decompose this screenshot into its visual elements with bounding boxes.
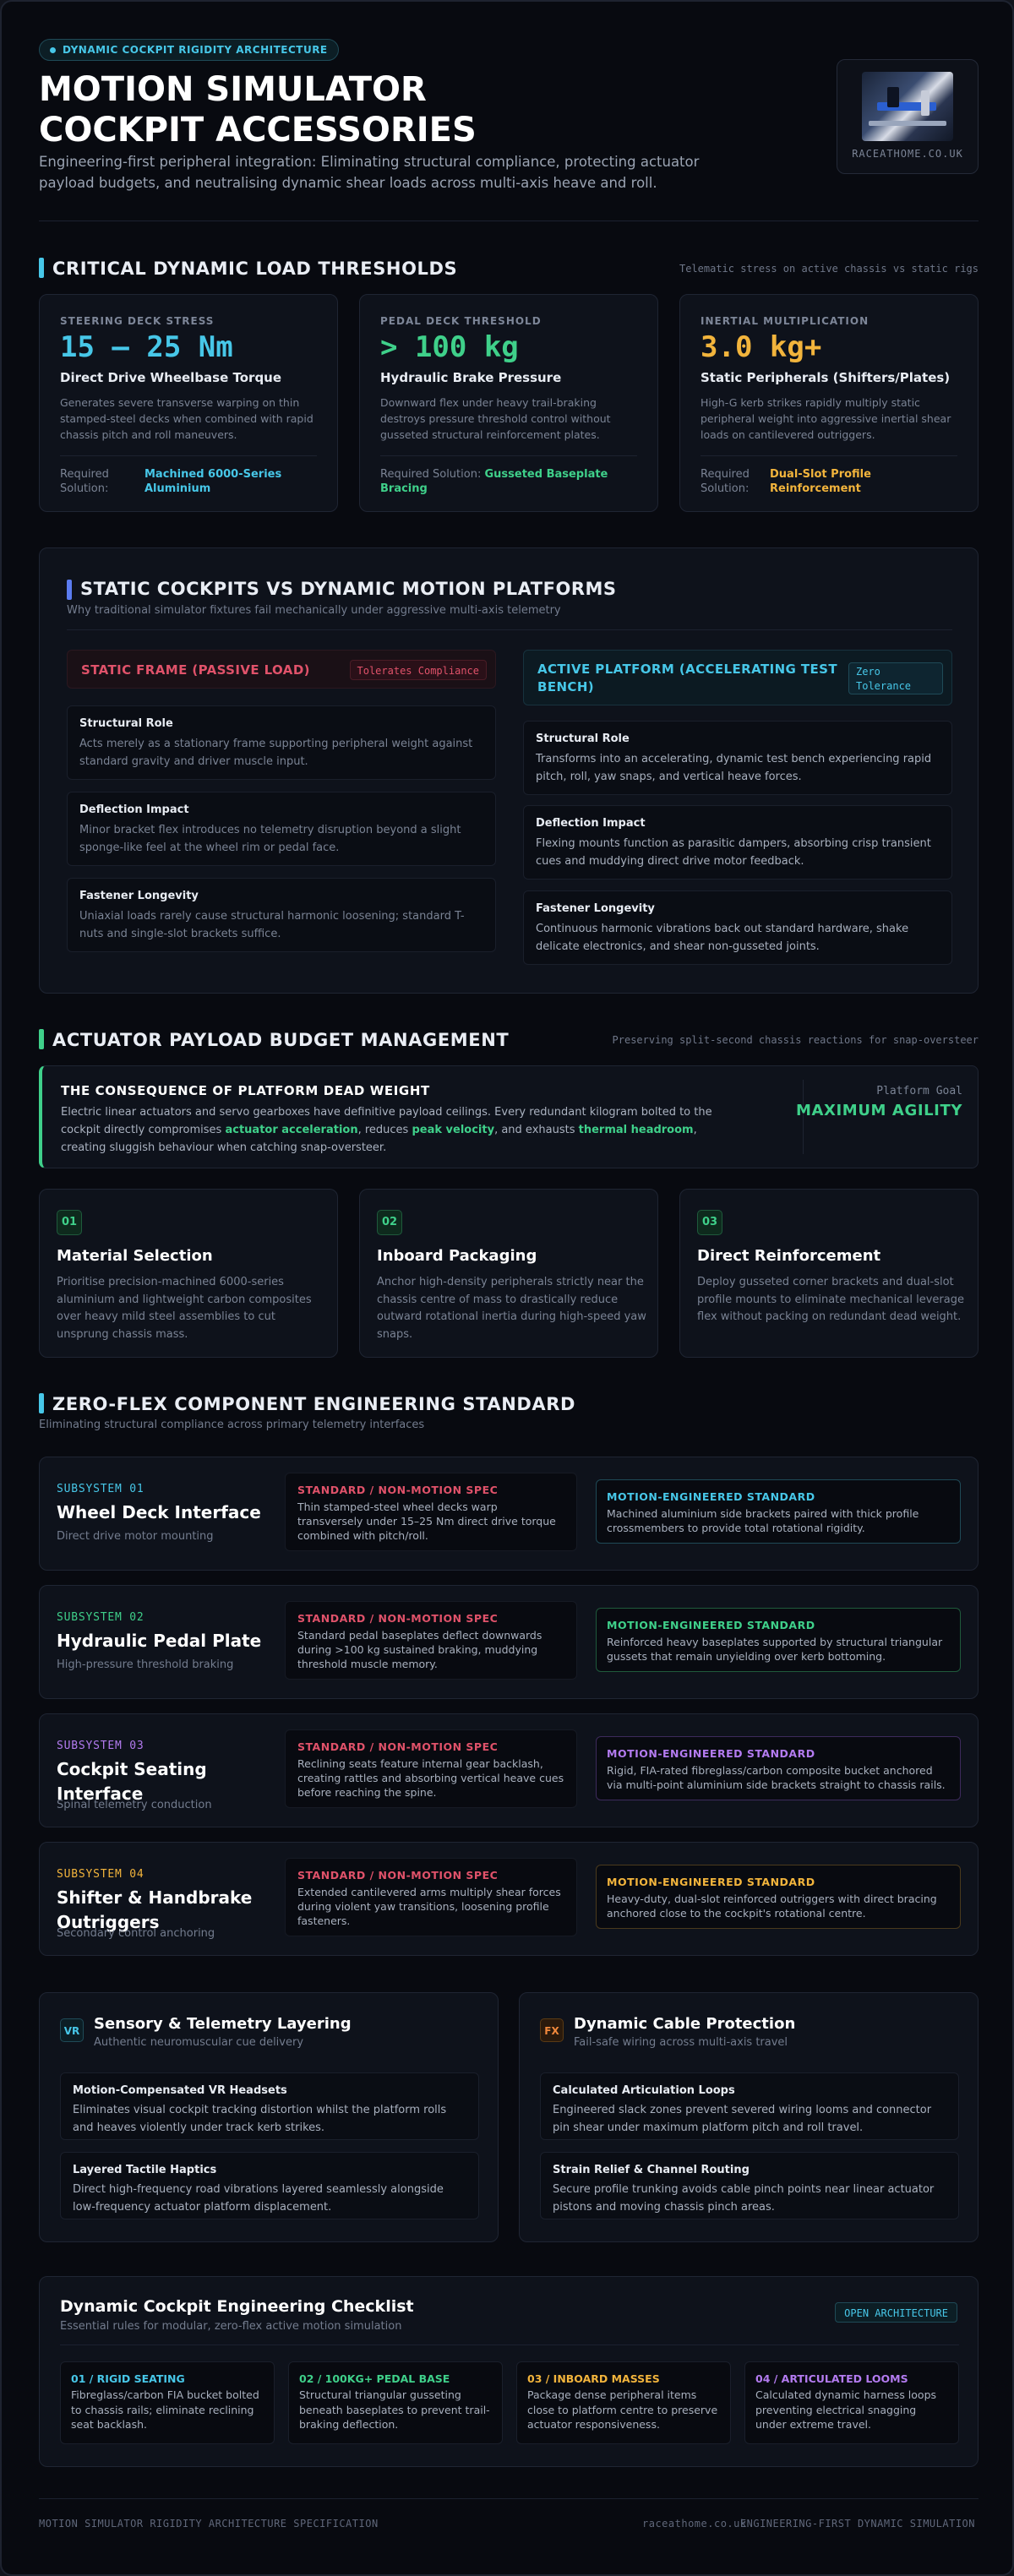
- comparison-subtitle: Why traditional simulator fixtures fail mechanically under aggressive multi-axis telemetry: [67, 604, 561, 617]
- item-desc: Transforms into an accelerating, dynamic test bench experiencing rapid pitch, roll, yaw snaps, and vertical heave forces.: [536, 753, 932, 783]
- thresholds-heading: [39, 255, 979, 280]
- cable-item: Strain Relief & Channel Routing Secure profile trunking avoids cable pinch points near linear actuator pistons and moving chassis pinch areas.: [540, 2152, 959, 2219]
- item-desc: Continuous harmonic vibrations back out standard hardware, shake delicate electronics, and shear non-gusseted joints.: [536, 923, 909, 953]
- step-number: 03: [697, 1210, 722, 1235]
- standard-spec: STANDARD / NON-MOTION SPEC Standard pedal baseplates deflect downwards during >100 kg sustained braking, muddying threshold muscle memory.: [285, 1601, 577, 1680]
- required-label: Required Solution:: [60, 468, 109, 495]
- checklist-subtitle: Essential rules for modular, zero-flex active motion simulation: [60, 2320, 402, 2333]
- payload-card: [679, 1189, 979, 1358]
- architecture-badge: [39, 39, 339, 61]
- step-desc: Prioritise precision-machined 6000-series aluminium and lightweight carbon composites over heavy mild steel assemblies to cut unsprung chassis mass.: [57, 1276, 312, 1341]
- motion-engineered-spec: MOTION-ENGINEERED STANDARD Reinforced heavy baseplates supported by structural triangular gussets that remain unyielding over kerb bottoming.: [596, 1608, 961, 1672]
- subsystem-kicker: SUBSYSTEM 04: [57, 1868, 144, 1881]
- static-frame-title: STATIC FRAME (PASSIVE LOAD): [81, 662, 310, 678]
- sensory-panel: [39, 1992, 499, 2242]
- step-number: 02: [377, 1210, 402, 1235]
- threshold-card-pedal: [359, 294, 658, 512]
- item-heading: Structural Role: [536, 732, 630, 745]
- fx-icon: FX: [540, 2018, 564, 2042]
- thresholds-note: Telematic stress on active chassis vs static rigs: [679, 263, 979, 275]
- static-item: [67, 792, 496, 866]
- checklist-item: 01 / RIGID SEATING Fibreglass/carbon FIA bucket bolted to chassis rails; eliminate reclining seat backlash.: [60, 2361, 275, 2444]
- step-title: Direct Reinforcement: [697, 1247, 881, 1265]
- footer-tagline: ENGINEERING-FIRST DYNAMIC SIMULATION: [739, 2518, 975, 2530]
- required-label: Required Solution:: [701, 468, 750, 495]
- sensory-title: Sensory & Telemetry Layering: [94, 2015, 352, 2033]
- threshold-name: Direct Drive Wheelbase Torque: [60, 370, 282, 385]
- item-desc: Flexing mounts function as parasitic dampers, absorbing crisp transient cues and muddying direct drive motor feedback.: [536, 837, 931, 868]
- cockpit-photo-icon: [862, 72, 953, 141]
- motion-engineered-spec: MOTION-ENGINEERED STANDARD Machined aluminium side brackets paired with thick profile crossmembers to provide total rotational rigidity.: [596, 1479, 961, 1544]
- standard-spec: STANDARD / NON-MOTION SPEC Thin stamped-steel wheel decks warp transversely under 15–25 Nm direct drive torque combined with pitch/roll.: [285, 1473, 577, 1551]
- required-label: Required Solution: Gusseted Baseplate Bracing: [380, 468, 608, 495]
- threshold-name: Static Peripherals (Shifters/Plates): [701, 370, 951, 385]
- comparison-title: STATIC COCKPITS VS DYNAMIC MOTION PLATFORMS: [80, 579, 617, 599]
- sensory-subtitle: Authentic neuromuscular cue delivery: [94, 2036, 304, 2049]
- subsystem-desc: Spinal telemetry conduction: [57, 1799, 212, 1811]
- sensory-item: Layered Tactile Haptics Direct high-frequency road vibrations layered seamlessly alongside low-frequency actuator platform displacement.: [60, 2152, 479, 2219]
- subsystem-desc: Direct drive motor mounting: [57, 1530, 214, 1543]
- threshold-desc: High-G kerb strikes rapidly multiply static peripheral weight into aggressive inertial shear loads on cantilevered outriggers.: [701, 396, 951, 441]
- payload-card: [39, 1189, 338, 1358]
- brand-card[interactable]: [837, 59, 979, 174]
- required-solution: Gusseted Baseplate Bracing: [380, 468, 608, 495]
- payload-heading: [39, 1027, 979, 1052]
- checklist-title: Dynamic Cockpit Engineering Checklist: [60, 2297, 414, 2316]
- step-desc: Anchor high-density peripherals strictly near the chassis centre of mass to drastically reduce outward rotational inertia during high-speed yaw snaps.: [377, 1276, 646, 1341]
- subsystem-desc: Secondary control anchoring: [57, 1927, 215, 1940]
- item-heading: Fastener Longevity: [536, 902, 655, 915]
- subsystem-row: [39, 1585, 979, 1699]
- heading-accent: [67, 580, 72, 600]
- card-divider: [60, 455, 317, 456]
- checklist-item: 03 / INBOARD MASSES Package dense peripheral items close to platform centre to preserve actuator responsiveness.: [516, 2361, 731, 2444]
- cable-title: Dynamic Cable Protection: [574, 2015, 796, 2033]
- zeroflex-heading: [39, 1391, 979, 1416]
- item-desc: Acts merely as a stationary frame supporting peripheral weight against standard gravity and driver muscle input.: [79, 738, 473, 768]
- thresholds-title: CRITICAL DYNAMIC LOAD THRESHOLDS: [52, 259, 458, 279]
- footer-divider: [39, 2498, 979, 2499]
- static-item: [67, 705, 496, 780]
- step-number: 01: [57, 1210, 82, 1235]
- payload-title: ACTUATOR PAYLOAD BUDGET MANAGEMENT: [52, 1030, 510, 1050]
- heading-accent: [39, 1029, 44, 1049]
- motion-engineered-spec: MOTION-ENGINEERED STANDARD Heavy-duty, dual-slot reinforced outriggers with direct bracing anchored close to the cockpit's rotational centre.: [596, 1865, 961, 1929]
- cable-subtitle: Fail-safe wiring across multi-axis travel: [574, 2036, 788, 2049]
- vr-icon: VR: [60, 2018, 84, 2042]
- subsystem-name: Shifter & Handbrake Outriggers: [57, 1887, 253, 1932]
- header: [39, 39, 979, 221]
- threshold-kicker: STEERING DECK STRESS: [60, 315, 215, 327]
- subsystem-desc: High-pressure threshold braking: [57, 1658, 234, 1671]
- dynamic-item: [523, 890, 952, 965]
- footer-site-link[interactable]: raceathome.co.uk: [642, 2518, 747, 2530]
- item-heading: Deflection Impact: [536, 817, 646, 830]
- brand-label: RACEATHOME.CO.UK: [852, 148, 963, 160]
- dynamic-item: [523, 805, 952, 880]
- threshold-kicker: PEDAL DECK THRESHOLD: [380, 315, 542, 327]
- zero-tolerance-tag: Zero Tolerance: [848, 662, 943, 694]
- heading-accent: [39, 258, 44, 278]
- motion-engineered-spec: MOTION-ENGINEERED STANDARD Rigid, FIA-rated fibreglass/carbon composite bucket anchored via multi-point aluminium side brackets straight to chassis rails.: [596, 1736, 961, 1800]
- item-desc: Uniaxial loads rarely cause structural harmonic loosening; standard T-nuts and single-slot brackets suffice.: [79, 910, 465, 940]
- subsystem-row: [39, 1713, 979, 1827]
- checklist-panel: [39, 2276, 979, 2467]
- threshold-value: 3.0 kg+: [701, 330, 822, 364]
- threshold-desc: Generates severe transverse warping on thin stamped-steel decks when combined with rapid chassis pitch and roll maneuvers.: [60, 396, 313, 441]
- card-divider: [380, 455, 637, 456]
- subsystem-name: Cockpit Seating Interface: [57, 1759, 207, 1804]
- active-platform-header: [523, 650, 952, 705]
- step-desc: Deploy gusseted corner brackets and dual-slot profile mounts to eliminate mechanical leverage flex without packing on redundant dead weight.: [697, 1276, 964, 1323]
- consequence-title: THE CONSEQUENCE OF PLATFORM DEAD WEIGHT: [61, 1083, 430, 1098]
- cable-item: Calculated Articulation Loops Engineered slack zones prevent severed wiring looms and connector pin shear under maximum platform pitch and roll travel.: [540, 2072, 959, 2140]
- item-desc: Minor bracket flex introduces no telemetry disruption beyond a slight sponge-like feel at the wheel rim or pedal face.: [79, 824, 461, 854]
- zeroflex-title: ZERO-FLEX COMPONENT ENGINEERING STANDARD: [52, 1394, 576, 1414]
- zeroflex-subtitle: Eliminating structural compliance across primary telemetry interfaces: [39, 1419, 425, 1431]
- divider: [67, 629, 952, 630]
- threshold-name: Hydraulic Brake Pressure: [380, 370, 562, 385]
- item-heading: Structural Role: [79, 717, 173, 730]
- threshold-value: > 100 kg: [380, 330, 519, 364]
- active-platform-title: ACTIVE PLATFORM (ACCELERATING TEST BENCH): [537, 662, 837, 694]
- page-subtitle: Engineering-first peripheral integration: Eliminating structural compliance, protecting actuator payload budgets, and neutralising dynamic shear loads across multi-axis heave and roll.: [39, 154, 700, 191]
- step-title: Inboard Packaging: [377, 1247, 537, 1265]
- subsystem-row: [39, 1842, 979, 1956]
- threshold-kicker: INERTIAL MULTIPLICATION: [701, 315, 870, 327]
- cable-panel: [519, 1992, 979, 2242]
- card-divider: [701, 455, 957, 456]
- platform-goal-label: Platform Goal: [876, 1085, 962, 1097]
- static-item: [67, 878, 496, 952]
- required-solution: Dual-Slot Profile Reinforcement: [770, 468, 871, 495]
- subsystem-kicker: SUBSYSTEM 02: [57, 1611, 144, 1624]
- footer-spec: MOTION SIMULATOR RIGIDITY ARCHITECTURE SPECIFICATION: [39, 2518, 379, 2530]
- page-title: MOTION SIMULATOR COCKPIT ACCESSORIES: [39, 70, 477, 150]
- heading-accent: [39, 1393, 44, 1413]
- consequence-callout: [39, 1065, 979, 1168]
- subsystem-name: Hydraulic Pedal Plate: [57, 1631, 262, 1651]
- subsystem-kicker: SUBSYSTEM 01: [57, 1483, 144, 1495]
- sensory-item: Motion-Compensated VR Headsets Eliminates visual cockpit tracking distortion whilst the platform rolls and heaves violently under track kerb strikes.: [60, 2072, 479, 2140]
- badge-text: DYNAMIC COCKPIT RIGIDITY ARCHITECTURE: [63, 44, 328, 56]
- threshold-card-inertial: [679, 294, 979, 512]
- subsystem-name: Wheel Deck Interface: [57, 1502, 261, 1522]
- tolerates-compliance-tag: Tolerates Compliance: [350, 660, 488, 680]
- payload-card: [359, 1189, 658, 1358]
- item-heading: Deflection Impact: [79, 803, 189, 816]
- checklist-item: 04 / ARTICULATED LOOMS Calculated dynamic harness loops preventing electrical snagging under extreme travel.: [744, 2361, 959, 2444]
- dynamic-item: [523, 721, 952, 795]
- standard-spec: STANDARD / NON-MOTION SPEC Reclining seats feature internal gear backlash, creating rattles and absorbing vertical heave cues before reaching the spine.: [285, 1729, 577, 1808]
- standard-spec: STANDARD / NON-MOTION SPEC Extended cantilevered arms multiply shear forces during violent yaw transitions, loosening profile fasteners.: [285, 1858, 577, 1936]
- consequence-text: Electric linear actuators and servo gearboxes have definitive payload ceilings. Every redundant kilogram bolted to the cockpit directly compromises actuator acceleration, reduces peak velocity, and exhausts thermal headroom, creating sluggish behaviour when catching snap-oversteer.: [61, 1106, 712, 1154]
- subsystem-row: [39, 1457, 979, 1571]
- threshold-desc: Downward flex under heavy trail-braking destroys pressure threshold control without gusseted structural reinforcement plates.: [380, 396, 611, 441]
- threshold-value: 15 – 25 Nm: [60, 330, 233, 364]
- status-dot-icon: [50, 47, 56, 53]
- subsystem-kicker: SUBSYSTEM 03: [57, 1740, 144, 1752]
- item-heading: Fastener Longevity: [79, 890, 199, 902]
- checklist-item: 02 / 100KG+ PEDAL BASE Structural triangular gusseting beneath baseplates to prevent trail-braking deflection.: [288, 2361, 503, 2444]
- required-solution: Machined 6000-Series Aluminium: [144, 468, 282, 495]
- payload-note: Preserving split-second chassis reactions for snap-oversteer: [612, 1034, 979, 1046]
- static-frame-header: [67, 650, 496, 689]
- threshold-card-steering: [39, 294, 338, 512]
- open-architecture-tag: OPEN ARCHITECTURE: [835, 2302, 957, 2323]
- step-title: Material Selection: [57, 1247, 213, 1265]
- comparison-panel: [39, 547, 979, 994]
- platform-goal-value: MAXIMUM AGILITY: [795, 1102, 962, 1119]
